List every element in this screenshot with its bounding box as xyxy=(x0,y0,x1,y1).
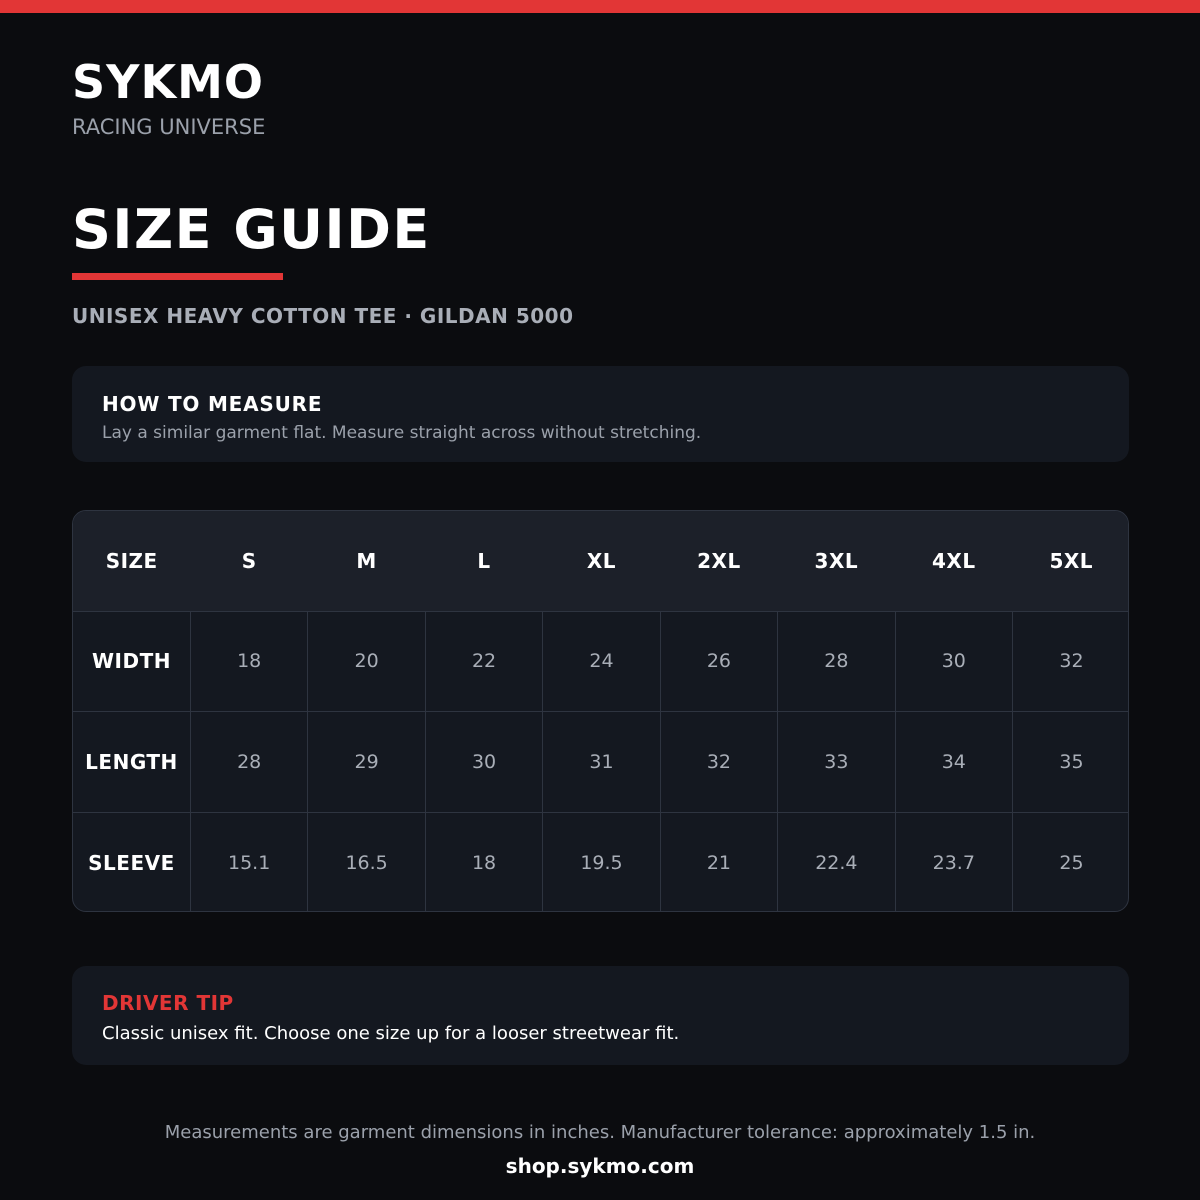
header-cell: L xyxy=(477,548,491,573)
table-cell: 22.4 xyxy=(778,812,895,912)
header-cell: 2XL xyxy=(697,548,741,573)
table-cell: 32 xyxy=(1013,611,1130,712)
table-cell: 34 xyxy=(895,712,1012,813)
tip-title: DRIVER TIP xyxy=(102,991,234,1015)
header-cell: M xyxy=(356,548,377,573)
title-underline xyxy=(72,273,283,280)
product-subtitle: UNISEX HEAVY COTTON TEE · GILDAN 5000 xyxy=(72,304,574,328)
table-cell: 21 xyxy=(660,812,777,912)
accent-top-bar xyxy=(0,0,1200,13)
footer-note: Measurements are garment dimensions in inches. Manufacturer tolerance: approximately 1.5 in. xyxy=(164,1122,1036,1143)
measure-text: Lay a similar garment flat. Measure straight across without stretching. xyxy=(102,423,702,443)
table-cell: 20 xyxy=(308,611,425,712)
size-table xyxy=(72,510,1129,912)
how-to-measure-card xyxy=(72,366,1129,462)
table-row xyxy=(73,812,1129,912)
tip-text: Classic unisex fit. Choose one size up for a looser streetwear fit. xyxy=(102,1023,680,1044)
table-cell: 19.5 xyxy=(543,812,660,912)
table-cell: 33 xyxy=(778,712,895,813)
table-cell: 30 xyxy=(895,611,1012,712)
table-cell: 35 xyxy=(1013,712,1130,813)
page-title: SIZE GUIDE xyxy=(72,198,431,261)
table-cell: 30 xyxy=(425,712,542,813)
table-cell: 29 xyxy=(308,712,425,813)
row-label: LENGTH xyxy=(73,712,190,813)
table-row xyxy=(73,611,1129,712)
table-cell: 32 xyxy=(660,712,777,813)
table-cell: 28 xyxy=(190,712,307,813)
row-label: WIDTH xyxy=(73,611,190,712)
header-cell: SIZE xyxy=(105,548,158,573)
table-cell: 16.5 xyxy=(308,812,425,912)
measure-title: HOW TO MEASURE xyxy=(102,392,323,416)
row-label: SLEEVE xyxy=(73,812,190,912)
brand-logo: SYKMO xyxy=(72,55,264,109)
header-cell: 5XL xyxy=(1049,548,1094,573)
table-cell: 28 xyxy=(778,611,895,712)
header-cell: S xyxy=(241,548,257,573)
header-cell: XL xyxy=(586,548,617,573)
brand-tagline: RACING UNIVERSE xyxy=(72,115,266,139)
table-cell: 22 xyxy=(425,611,542,712)
header-cell: 4XL xyxy=(931,548,976,573)
table-cell: 24 xyxy=(543,611,660,712)
table-header-row xyxy=(73,511,1129,611)
table-cell: 18 xyxy=(190,611,307,712)
table-row xyxy=(73,712,1129,813)
footer-url[interactable]: shop.sykmo.com xyxy=(505,1154,695,1178)
table-cell: 25 xyxy=(1013,812,1130,912)
table-cell: 26 xyxy=(660,611,777,712)
table-cell: 15.1 xyxy=(190,812,307,912)
driver-tip-card xyxy=(72,966,1129,1065)
header-cell: 3XL xyxy=(814,548,859,573)
table-cell: 18 xyxy=(425,812,542,912)
table-cell: 31 xyxy=(543,712,660,813)
table-cell: 23.7 xyxy=(895,812,1012,912)
